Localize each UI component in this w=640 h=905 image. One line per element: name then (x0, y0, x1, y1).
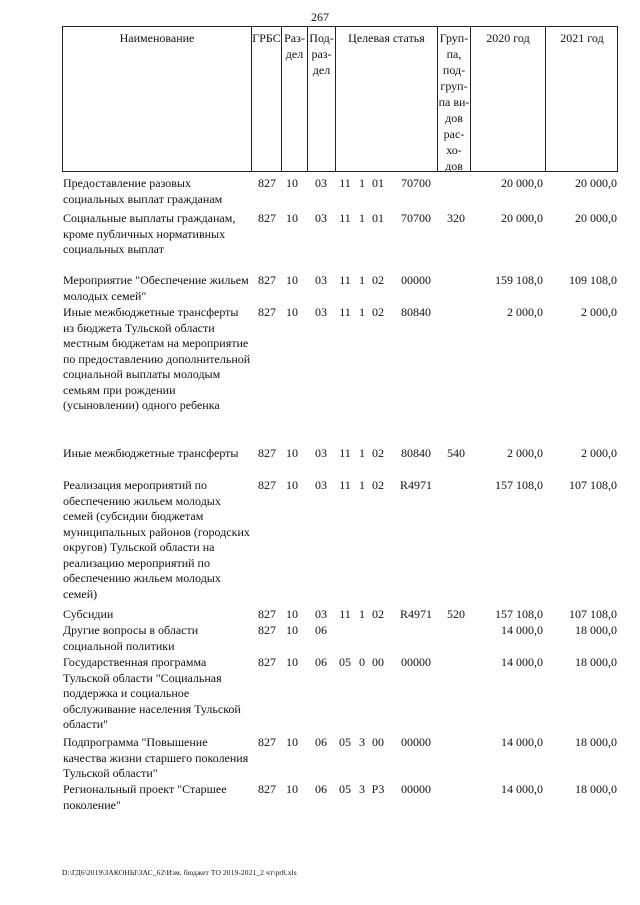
row-podrazdel: 03 (315, 478, 327, 492)
row-grbs: 827 (258, 478, 276, 492)
table-header-frame (62, 26, 618, 172)
row-podrazdel: 06 (315, 735, 327, 749)
row-target-subprogram: 0 (359, 655, 365, 669)
column-divider (470, 26, 471, 172)
row-amount-2020: 20 000,0 (501, 176, 543, 190)
row-grbs: 827 (258, 735, 276, 749)
row-amount-2020: 157 108,0 (495, 607, 543, 621)
page-number: 267 (311, 10, 329, 24)
row-vid-raskhodov: 320 (447, 211, 465, 225)
row-amount-2021: 18 000,0 (575, 655, 617, 669)
row-target-program: 11 (339, 211, 351, 225)
row-target-program: 05 (339, 782, 351, 796)
row-name: Мероприятие "Обеспечение жильем молодых семей" (63, 273, 249, 303)
row-amount-2020: 14 000,0 (501, 623, 543, 637)
row-amount-2020: 14 000,0 (501, 735, 543, 749)
row-razdel: 10 (286, 655, 298, 669)
column-divider (545, 26, 546, 172)
row-grbs: 827 (258, 623, 276, 637)
row-target-direction: R4971 (399, 478, 432, 492)
row-target-direction: 70700 (401, 176, 431, 190)
row-target-event: 02 (372, 478, 384, 492)
row-target-event: 02 (372, 607, 384, 621)
column-divider (335, 26, 336, 172)
row-podrazdel: 03 (315, 211, 327, 225)
row-podrazdel: 03 (315, 273, 327, 287)
row-target-program: 11 (339, 478, 351, 492)
row-podrazdel: 03 (315, 446, 327, 460)
row-name: Другие вопросы в области социальной политики (63, 623, 199, 653)
row-target-subprogram: 1 (359, 607, 365, 621)
row-target-program: 11 (339, 446, 351, 460)
row-name: Иные межбюджетные трансферты из бюджета Тульской области местным бюджетам на мероприятие по предоставлению дополнительной социальной выплаты молодым семьям при рождении (усыновлении) одного ребенка (63, 305, 251, 412)
row-razdel: 10 (286, 211, 298, 225)
row-target-event: 01 (372, 211, 384, 225)
row-grbs: 827 (258, 607, 276, 621)
row-podrazdel: 06 (315, 782, 327, 796)
row-amount-2021: 18 000,0 (575, 623, 617, 637)
row-razdel: 10 (286, 782, 298, 796)
row-target-subprogram: 1 (359, 305, 365, 319)
row-name: Предоставление разовых социальных выплат гражданам (63, 176, 223, 206)
row-target-direction: 00000 (401, 735, 431, 749)
row-amount-2021: 20 000,0 (575, 211, 617, 225)
row-amount-2020: 14 000,0 (501, 782, 543, 796)
row-amount-2020: 2 000,0 (507, 446, 543, 460)
header-podrazdel: Под- раз- дел (309, 31, 334, 77)
row-razdel: 10 (286, 273, 298, 287)
row-name: Субсидии (63, 607, 114, 621)
row-podrazdel: 06 (315, 623, 327, 637)
row-target-direction: 80840 (401, 446, 431, 460)
row-target-direction: R4971 (399, 607, 432, 621)
row-amount-2021: 20 000,0 (575, 176, 617, 190)
header-year-2020: 2020 год (486, 31, 530, 45)
row-target-subprogram: 1 (359, 478, 365, 492)
row-target-event: 01 (372, 176, 384, 190)
row-grbs: 827 (258, 782, 276, 796)
row-amount-2021: 107 108,0 (569, 607, 617, 621)
row-grbs: 827 (258, 305, 276, 319)
row-razdel: 10 (286, 478, 298, 492)
row-grbs: 827 (258, 211, 276, 225)
header-year-2021: 2021 год (560, 31, 604, 45)
row-vid-raskhodov: 540 (447, 446, 465, 460)
row-razdel: 10 (286, 607, 298, 621)
row-vid-raskhodov: 520 (447, 607, 465, 621)
row-name: Подпрограмма "Повышение качества жизни старшего поколения Тульской области" (63, 735, 249, 780)
row-razdel: 10 (286, 623, 298, 637)
header-target: Целевая статья (348, 31, 425, 45)
row-amount-2021: 107 108,0 (569, 478, 617, 492)
row-target-subprogram: 1 (359, 446, 365, 460)
row-name: Иные межбюджетные трансферты (63, 446, 239, 460)
row-podrazdel: 03 (315, 305, 327, 319)
row-target-direction: 00000 (401, 782, 431, 796)
row-target-program: 11 (339, 305, 351, 319)
header-name: Наименование (119, 31, 195, 45)
row-grbs: 827 (258, 655, 276, 669)
row-podrazdel: 06 (315, 655, 327, 669)
row-amount-2021: 109 108,0 (569, 273, 617, 287)
row-target-subprogram: 3 (359, 782, 365, 796)
row-amount-2020: 14 000,0 (501, 655, 543, 669)
row-razdel: 10 (286, 176, 298, 190)
row-target-event: 02 (372, 305, 384, 319)
row-target-direction: 80840 (401, 305, 431, 319)
row-target-subprogram: 1 (359, 176, 365, 190)
row-amount-2020: 2 000,0 (507, 305, 543, 319)
row-name: Региональный проект "Старшее поколение" (63, 782, 227, 812)
row-target-subprogram: 1 (359, 273, 365, 287)
row-podrazdel: 03 (315, 176, 327, 190)
row-target-subprogram: 3 (359, 735, 365, 749)
row-target-event: 02 (372, 273, 384, 287)
row-amount-2021: 2 000,0 (581, 305, 617, 319)
row-target-direction: 00000 (401, 655, 431, 669)
row-target-program: 05 (339, 735, 351, 749)
row-target-program: 11 (339, 176, 351, 190)
row-target-program: 11 (339, 607, 351, 621)
row-grbs: 827 (258, 176, 276, 190)
file-path-footer: D:\ГД6\2019\ЗАКОНЫ\ЗАС_62\Изм. бюджет ТО 2019-2021_2 чт\pr8.xls (62, 868, 297, 877)
row-amount-2020: 159 108,0 (495, 273, 543, 287)
row-target-event: 02 (372, 446, 384, 460)
row-name: Реализация мероприятий по обеспечению жильем молодых семей (субсидии бюджетам муниципальных районов (городских округов) Тульской области на реализацию мероприятий по обеспечению жильем молодых семей) (63, 478, 250, 601)
header-grbs: ГРБС (252, 31, 281, 45)
row-amount-2021: 18 000,0 (575, 735, 617, 749)
row-razdel: 10 (286, 446, 298, 460)
row-grbs: 827 (258, 273, 276, 287)
row-target-direction: 00000 (401, 273, 431, 287)
row-amount-2020: 20 000,0 (501, 211, 543, 225)
row-target-direction: 70700 (401, 211, 431, 225)
row-podrazdel: 03 (315, 607, 327, 621)
row-razdel: 10 (286, 305, 298, 319)
row-amount-2021: 2 000,0 (581, 446, 617, 460)
row-name: Социальные выплаты гражданам, кроме публичных нормативных социальных выплат (63, 211, 236, 256)
row-name: Государственная программа Тульской области "Социальная поддержка и социальное обслуживание населения Тульской области" (63, 655, 241, 731)
row-target-program: 11 (339, 273, 351, 287)
row-amount-2020: 157 108,0 (495, 478, 543, 492)
row-target-subprogram: 1 (359, 211, 365, 225)
column-divider (251, 26, 252, 172)
header-vid-raskhodov: Груп- па, под- груп- па ви- дов рас- хо- дов (438, 31, 470, 173)
row-razdel: 10 (286, 735, 298, 749)
row-target-program: 05 (339, 655, 351, 669)
header-razdel: Раз- дел (284, 31, 305, 61)
row-target-event: 00 (372, 655, 384, 669)
row-grbs: 827 (258, 446, 276, 460)
row-target-event: 00 (372, 735, 384, 749)
row-target-event: P3 (371, 782, 385, 796)
row-amount-2021: 18 000,0 (575, 782, 617, 796)
